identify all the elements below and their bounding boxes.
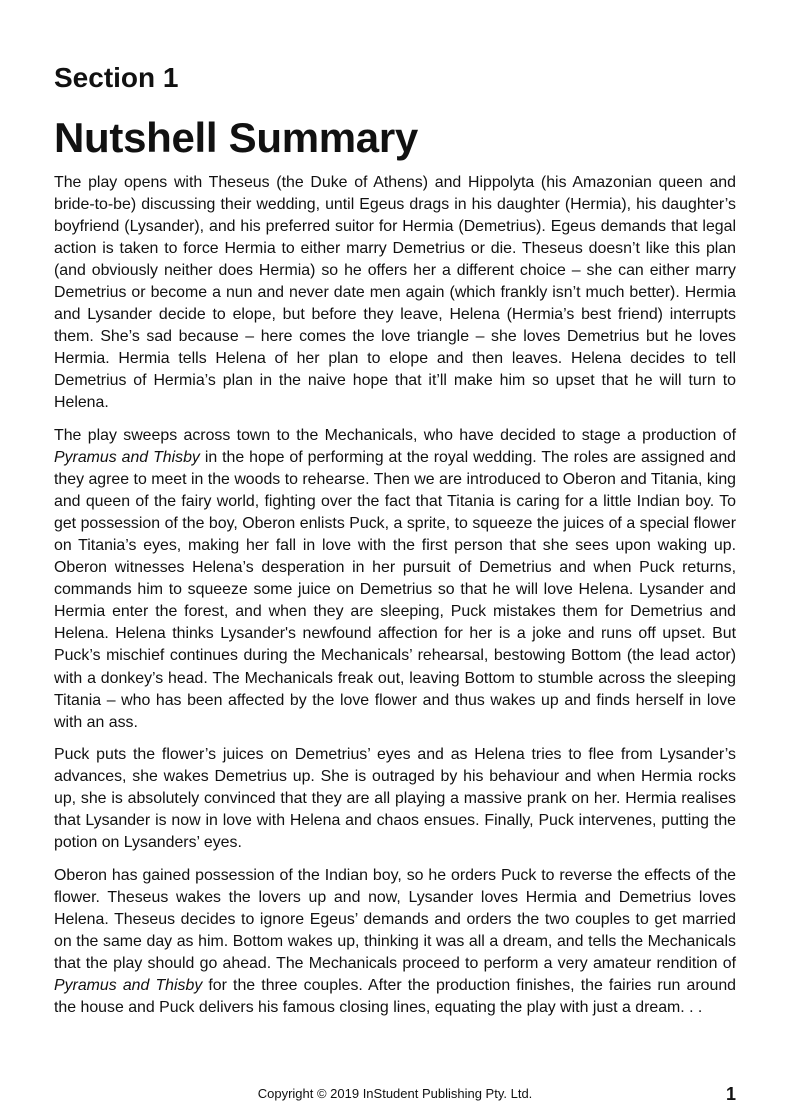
summary-body [54,172,736,1030]
page-footer [0,1084,790,1104]
paragraph-4-text-start: Oberon has gained possession of the Indian boy, so he orders Puck to reverse the effects of the flower. Theseus wakes the lovers up and now, Lysander loves Hermia and Demetrius loves Helena. Theseus decides to ignore Egeus’ demands and orders the two couples to get married on the same day as him. Bottom wakes up, thinking it was all a dream, and tells the Mechanicals that the play should go ahead. The Mechanicals proceed to perform a very amateur rendition of [54,866,736,973]
paragraph-4 [54,865,736,1019]
page-number: 1 [725,1084,736,1104]
page-title: Nutshell Summary [54,114,418,161]
paragraph-2-text-start: The play sweeps across town to the Mechanicals, who have decided to stage a production of [54,427,736,445]
paragraph-2-text-end: in the hope of performing at the royal wedding. The roles are assigned and they agree to meet in the woods to rehearse. Then we are introduced to Oberon and Titania, king and queen of the fairy world, fighting over the fact that Titania is caring for a little Indian boy. To get possession of the boy, Oberon enlists Puck, a sprite, to squeeze the juices of a special flower on Titania’s eyes, making her fall in love with the first person that she sees upon waking up. Oberon witnesses Helena’s desperation in her pursuit of Demetrius and when Puck returns, commands him to squeeze some juice on Demetrius so that he will love Helena. Lysander and Hermia enter the forest, and when they are sleeping, Puck mistakes them for Demetrius and Helena. Helena thinks Lysander's newfound affection for her is a joke and runs off upset. But Puck’s mischief continues during the Mechanicals’ rehearsal, bestowing Bottom (the lead actor) with a donkey’s head. The Mechanicals freak out, leaving Bottom to stumble across the sleeping Titania – who has been affected by the love flower and thus wakes up and finds herself in love with an ass. [54,449,736,731]
section-label: Section 1 [54,62,179,93]
paragraph-1: The play opens with Theseus (the Duke of Athens) and Hippolyta (his Amazonian queen and bride-to-be) discussing their wedding, until Egeus drags in his daughter (Hermia), his daughter’s boyfriend (Lysander), and his preferred suitor for Hermia (Demetrius). Egeus demands that legal action is taken to force Hermia to either marry Demetrius or die. Theseus doesn’t like this plan (and obviously neither does Hermia) so he offers her a different choice – she can either marry Demetrius or become a nun and never date men again (which frankly isn’t much better). Hermia and Lysander decide to elope, but before they leave, Helena (Hermia’s best friend) interrupts them. She’s sad because – here comes the love triangle – she loves Demetrius but he loves Hermia. Hermia tells Helena of her plan to elope and then leaves. Helena decides to tell Demetrius of Hermia’s plan in the naive hope that it’ll make him so upset that he will turn to Helena. [54,174,736,412]
copyright-notice: Copyright © 2019 InStudent Publishing Pty. Ltd. [257,1086,533,1101]
play-title-italic: Pyramus and Thisby [54,977,203,995]
paragraph-2 [54,425,736,734]
paragraph-3: Puck puts the flower’s juices on Demetrius’ eyes and as Helena tries to flee from Lysander’s advances, she wakes Demetrius up. She is outraged by his behaviour and when Hermia rocks up, she is absolutely convinced that they are all playing a massive prank on her. Hermia realises that Lysander is now in love with Helena and chaos ensues. Finally, Puck intervenes, putting the potion on Lysanders’ eyes. [54,746,736,852]
paragraph-4-text-end: for the three couples. After the production finishes, the fairies run around the house and Puck delivers his famous closing lines, equating the play with just a dream. . . [54,977,737,1017]
play-title-italic: Pyramus and Thisby [54,449,200,467]
